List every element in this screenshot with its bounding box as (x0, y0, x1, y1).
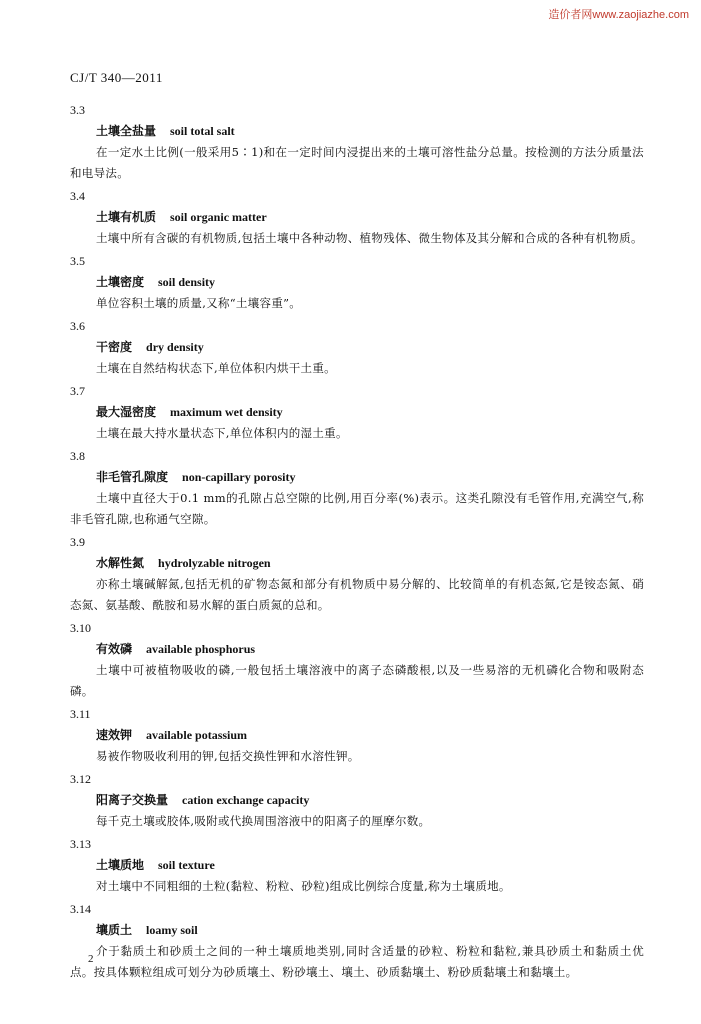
clause-number: 3.12 (70, 772, 91, 786)
term-chinese: 最大湿密度 (96, 405, 157, 419)
clause-number: 3.13 (70, 837, 91, 851)
term-heading (70, 120, 644, 142)
term-english: soil total salt (170, 124, 235, 138)
term-english: non-capillary porosity (182, 470, 296, 484)
term-english: soil organic matter (170, 210, 267, 224)
term-definition: 亦称土壤碱解氮,包括无机的矿物态氮和部分有机物质中易分解的、比较简单的有机态氮,它是铵态氮、硝态氮、氨基酸、酰胺和易水解的蛋白质氮的总和。 (70, 577, 644, 612)
term-english: dry density (146, 340, 204, 354)
term-heading (70, 466, 644, 488)
term-chinese: 壤质土 (96, 923, 133, 937)
document-body (70, 100, 644, 985)
term-english: hydrolyzable nitrogen (158, 556, 271, 570)
term-chinese: 土壤质地 (96, 858, 145, 872)
term-chinese: 阳离子交换量 (96, 793, 169, 807)
term-definition: 土壤中可被植物吸收的磷,一般包括土壤溶液中的离子态磷酸根,以及一些易溶的无机磷化合物和吸附态磷。 (70, 663, 644, 698)
term-definition: 土壤在最大持水量状态下,单位体积内的湿土重。 (96, 426, 348, 440)
clause-number: 3.9 (70, 535, 85, 549)
term-heading (70, 724, 644, 746)
term-definition: 易被作物吸收利用的钾,包括交换性钾和水溶性钾。 (96, 749, 360, 763)
term-definition: 在一定水土比例(一般采用5∶1)和在一定时间内浸提出来的土壤可溶性盐分总量。按检测的方法分质量法和电导法。 (70, 145, 644, 180)
clause-number: 3.10 (70, 621, 91, 635)
term-entry (70, 834, 644, 897)
term-definition: 介于黏质土和砂质土之间的一种土壤质地类别,同时含适量的砂粒、粉粒和黏粒,兼具砂质土和黏质土优点。按具体颗粒组成可划分为砂质壤土、粉砂壤土、壤土、砂质黏壤土、粉砂质黏壤土和黏壤土。 (70, 944, 644, 979)
term-english: loamy soil (146, 923, 198, 937)
term-chinese: 非毛管孔隙度 (96, 470, 169, 484)
term-heading (70, 854, 644, 876)
term-chinese: 土壤有机质 (96, 210, 157, 224)
clause-number: 3.3 (70, 103, 85, 117)
term-heading (70, 638, 644, 660)
clause-number: 3.14 (70, 902, 91, 916)
term-english: soil texture (158, 858, 215, 872)
term-chinese: 水解性氮 (96, 556, 145, 570)
term-english: soil density (158, 275, 216, 289)
term-english: cation exchange capacity (182, 793, 310, 807)
term-heading (70, 552, 644, 574)
term-heading (70, 336, 644, 358)
term-definition: 单位容积土壤的质量,又称“土壤容重”。 (96, 296, 302, 310)
term-entry (70, 532, 644, 616)
clause-number: 3.4 (70, 189, 85, 203)
term-definition: 土壤中所有含碳的有机物质,包括土壤中各种动物、植物残体、微生物体及其分解和合成的各种有机物质。 (96, 231, 643, 245)
term-entry (70, 899, 644, 983)
term-entry (70, 186, 644, 249)
page-number: 2 (88, 953, 94, 965)
term-definition: 对土壤中不同粗细的土粒(黏粒、粉粒、砂粒)组成比例综合度量,称为土壤质地。 (96, 879, 511, 893)
term-english: available phosphorus (146, 642, 256, 656)
term-heading (70, 401, 644, 423)
term-entry (70, 446, 644, 530)
term-entry (70, 316, 644, 379)
term-heading (70, 206, 644, 228)
term-entry (70, 618, 644, 702)
term-definition: 每千克土壤或胶体,吸附或代换周围溶液中的阳离子的厘摩尔数。 (96, 814, 431, 828)
term-heading (70, 271, 644, 293)
clause-number: 3.7 (70, 384, 85, 398)
clause-number: 3.6 (70, 319, 85, 333)
term-entry (70, 100, 644, 184)
clause-number: 3.8 (70, 449, 85, 463)
term-heading (70, 789, 644, 811)
term-definition: 土壤中直径大于0.1 mm的孔隙占总空隙的比例,用百分率(%)表示。这类孔隙没有毛管作用,充满空气,称非毛管孔隙,也称通气空隙。 (70, 491, 644, 526)
term-chinese: 土壤全盐量 (96, 124, 157, 138)
term-entry (70, 769, 644, 832)
term-definition: 土壤在自然结构状态下,单位体积内烘干土重。 (96, 361, 336, 375)
term-entry (70, 381, 644, 444)
term-chinese: 有效磷 (96, 642, 133, 656)
term-entry (70, 704, 644, 767)
clause-number: 3.11 (70, 707, 91, 721)
term-english: available potassium (146, 728, 248, 742)
term-chinese: 速效钾 (96, 728, 133, 742)
term-chinese: 干密度 (96, 340, 133, 354)
standard-code: CJ/T 340—2011 (70, 70, 163, 85)
clause-number: 3.5 (70, 254, 85, 268)
term-chinese: 土壤密度 (96, 275, 145, 289)
term-heading (70, 919, 644, 941)
term-entry (70, 251, 644, 314)
watermark-text: 造价者网www.zaojiazhe.com (548, 9, 689, 21)
term-english: maximum wet density (170, 405, 283, 419)
